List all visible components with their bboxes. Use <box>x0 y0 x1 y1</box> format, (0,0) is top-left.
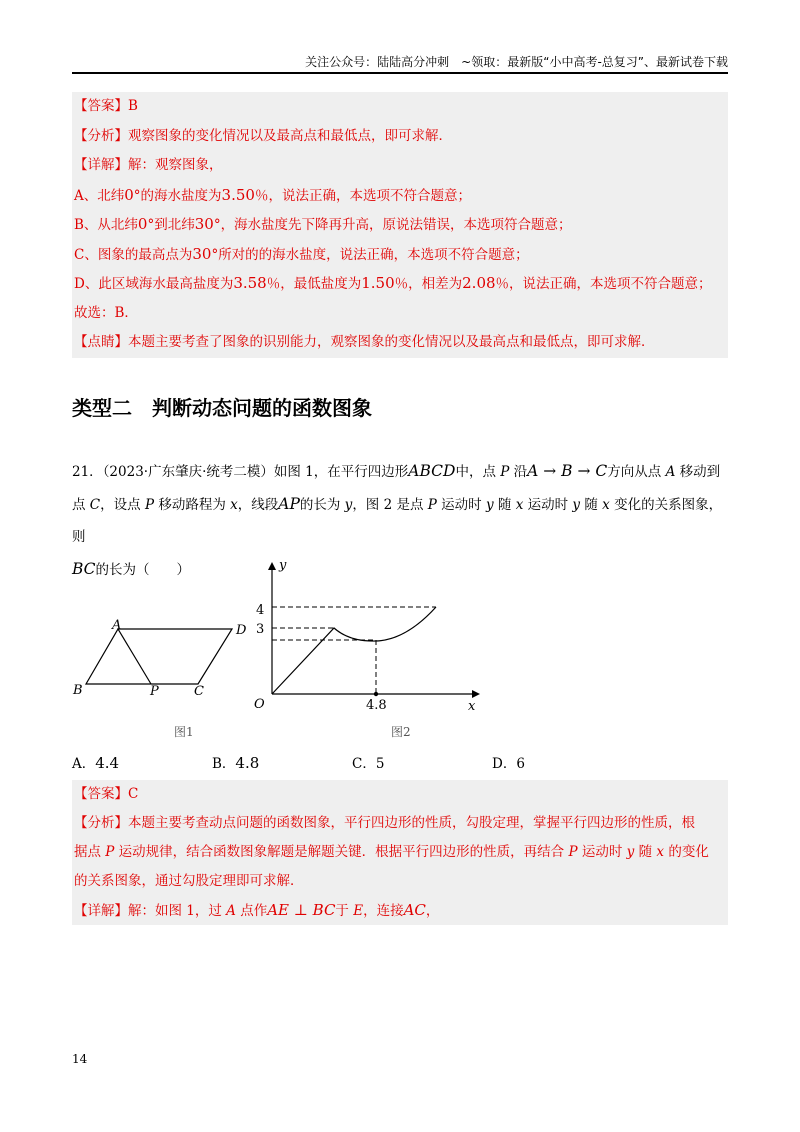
text: 移动路程为 <box>154 497 231 513</box>
figure-2-caption: 图2 <box>391 725 411 739</box>
math: x <box>602 497 610 513</box>
math: P <box>500 464 510 480</box>
math: 2.08 <box>462 274 496 292</box>
option-letter: B． <box>212 756 236 772</box>
text: A、北纬 <box>74 187 125 204</box>
option-c[interactable] <box>352 752 384 772</box>
option-c-explanation <box>72 240 728 270</box>
text: ％，相差为 <box>394 276 463 292</box>
math: 3.50 <box>221 185 255 204</box>
text: °到北纬 <box>147 217 195 233</box>
text: ％，最低盐度为 <box>266 276 362 292</box>
text: 沿 <box>509 464 528 480</box>
text: B、从北纬 <box>74 217 138 233</box>
y-axis-label: y <box>279 558 287 573</box>
text: 点 <box>72 497 90 513</box>
analysis-tag: 【分析】 <box>74 815 128 831</box>
option-b-explanation <box>72 210 728 240</box>
analysis-tag: 【分析】 <box>74 127 128 144</box>
text: 变化的关系图象，则 <box>72 497 723 545</box>
header-text: 关注公众号：陆陆高分冲刺 ~领取：最新版“小中高考-总复习”、最新试卷下载 <box>305 55 728 69</box>
label-a: A <box>112 618 122 633</box>
text: 移动到 <box>675 464 721 480</box>
math: x <box>656 844 665 860</box>
answer-line <box>72 92 728 122</box>
text: 运动时 <box>523 497 573 513</box>
math: A <box>665 464 676 480</box>
math: x <box>515 497 524 513</box>
analysis-line <box>72 122 728 152</box>
label-c: C <box>194 684 204 699</box>
figure-2-graph <box>246 552 496 747</box>
analysis-line-2 <box>72 838 728 867</box>
text: 的长为 <box>299 497 345 513</box>
detail-tag: 【详解】 <box>74 903 128 919</box>
math: AE ⊥ BC <box>267 901 336 919</box>
math: ABCD <box>408 462 456 480</box>
option-value: 4.4 <box>95 754 120 772</box>
text: 运动时 <box>436 497 486 513</box>
comment-line <box>72 328 728 358</box>
math: AP <box>278 495 300 513</box>
detail-tag: 【详解】 <box>74 157 128 173</box>
page-number: 14 <box>72 1052 88 1066</box>
analysis-line-1 <box>72 809 728 838</box>
text: ，连接 <box>363 903 404 919</box>
x-axis-label: x <box>468 699 476 714</box>
math: 3.58 <box>233 274 267 292</box>
math: P <box>427 497 437 513</box>
math: y <box>572 497 581 513</box>
text: 中，点 <box>455 464 501 480</box>
text: 的关系图象，通过勾股定理即可求解． <box>74 873 304 889</box>
text: 方向从点 <box>607 464 666 480</box>
question-line-2 <box>72 488 732 553</box>
text: 随 <box>580 497 603 513</box>
text: °的海水盐度为 <box>133 187 222 204</box>
tick-label-4-8: 4.8 <box>366 698 387 713</box>
math: y <box>626 844 635 860</box>
math: P <box>105 844 115 860</box>
math: y <box>344 497 353 513</box>
label-d: D <box>236 623 247 638</box>
analysis-text: 观察图象的变化情况以及最高点和最低点，即可求解． <box>128 127 452 144</box>
detail-line <box>72 151 728 181</box>
text: ，设点 <box>100 497 145 513</box>
segment-ap <box>118 629 151 684</box>
option-letter: A． <box>72 756 96 772</box>
option-letter: C． <box>352 756 376 772</box>
text: 如图 1，在平行四边形 <box>273 464 409 480</box>
option-value: 4.8 <box>235 754 260 772</box>
text: °，海水盐度先下降再升高，原说法错误，本选项符合题意； <box>213 217 572 233</box>
choose-text: 故选：B． <box>74 304 138 321</box>
tick-label-4: 4 <box>256 603 265 618</box>
math: E <box>353 903 364 919</box>
solution-box-2 <box>72 780 728 925</box>
label-b: B <box>73 683 83 698</box>
option-value: 6 <box>516 756 525 772</box>
option-a[interactable] <box>72 752 119 772</box>
text: ，线段 <box>237 497 279 513</box>
text: 的长为（ ） <box>95 562 191 578</box>
option-value: 5 <box>375 756 385 772</box>
math: A → B → C <box>527 462 608 480</box>
text: 解：如图 1，过 <box>128 903 227 919</box>
text: ，图 2 是点 <box>352 497 428 513</box>
option-a-explanation <box>72 181 728 211</box>
text: ％，说法正确，本选项不符合题意； <box>254 187 471 204</box>
solution-box-1 <box>72 92 728 358</box>
y-axis-arrow <box>268 562 276 570</box>
math: 0 <box>124 185 134 204</box>
answer-tag: 【答案】 <box>74 786 128 802</box>
text: °所对的的海水盐度，说法正确，本选项不符合题意； <box>211 246 529 263</box>
analysis-text: 本题主要考查动点问题的函数图象，平行四边形的性质，勾股定理，掌握平行四边形的性质，根 <box>128 815 695 831</box>
math: P <box>568 844 578 860</box>
text: 随 <box>634 844 657 860</box>
math: A <box>226 903 236 919</box>
tick-label-3: 3 <box>256 622 265 637</box>
math: AC <box>403 901 426 919</box>
text: D、此区域海水最高盐度为 <box>74 276 234 292</box>
question-line-1 <box>72 455 732 488</box>
text: 点作 <box>235 903 268 919</box>
math: 30 <box>192 244 212 263</box>
answer-value: C <box>128 786 139 802</box>
text: 随 <box>493 497 516 513</box>
math: BC <box>72 560 96 578</box>
detail-text: 解：观察图象， <box>128 157 223 173</box>
text: ， <box>425 903 440 919</box>
option-b[interactable] <box>212 752 259 772</box>
text: 运动规律，结合函数图象解题是解题关键．根据平行四边形的性质，再结合 <box>114 844 569 860</box>
option-d-explanation <box>72 269 728 299</box>
option-letter: D． <box>492 756 517 772</box>
text: 运动时 <box>577 844 627 860</box>
detail-line <box>72 896 728 925</box>
math: C <box>89 497 101 513</box>
point-4-8 <box>374 692 378 696</box>
parallelogram-abcd <box>86 629 232 684</box>
answer-line <box>72 780 728 809</box>
math: P <box>144 497 155 513</box>
question-source: （2023·广东肇庆·统考二模） <box>102 464 274 480</box>
text: 于 <box>335 903 354 919</box>
text: 的变化 <box>664 844 709 860</box>
math: 1.50 <box>361 274 395 292</box>
analysis-line-3 <box>72 867 728 896</box>
text: ％，说法正确，本选项不符合题意； <box>495 276 712 292</box>
comment-tag: 【点睛】 <box>74 334 128 350</box>
option-d[interactable] <box>492 752 525 772</box>
label-p: P <box>150 684 159 699</box>
comment-text: 本题主要考查了图象的识别能力，观察图象的变化情况以及最高点和最低点，即可求解． <box>128 334 655 350</box>
math: x <box>230 497 238 513</box>
text: 据点 <box>74 844 106 860</box>
origin-label: O <box>254 697 265 712</box>
text: C、图象的最高点为 <box>74 246 193 263</box>
section-title: 类型二 判断动态问题的函数图象 <box>72 396 372 420</box>
answer-value: B <box>128 98 138 114</box>
question-number: 21． <box>72 464 103 480</box>
math: 30 <box>194 215 214 233</box>
choose-line <box>72 299 728 329</box>
page-header <box>72 52 728 74</box>
answer-tag: 【答案】 <box>74 98 128 114</box>
function-curve <box>272 607 436 694</box>
x-axis-arrow <box>472 690 480 698</box>
math: 0 <box>137 215 148 233</box>
math: y <box>485 497 494 513</box>
figure-1-parallelogram <box>66 612 256 742</box>
figure-1-caption: 图1 <box>174 725 194 739</box>
